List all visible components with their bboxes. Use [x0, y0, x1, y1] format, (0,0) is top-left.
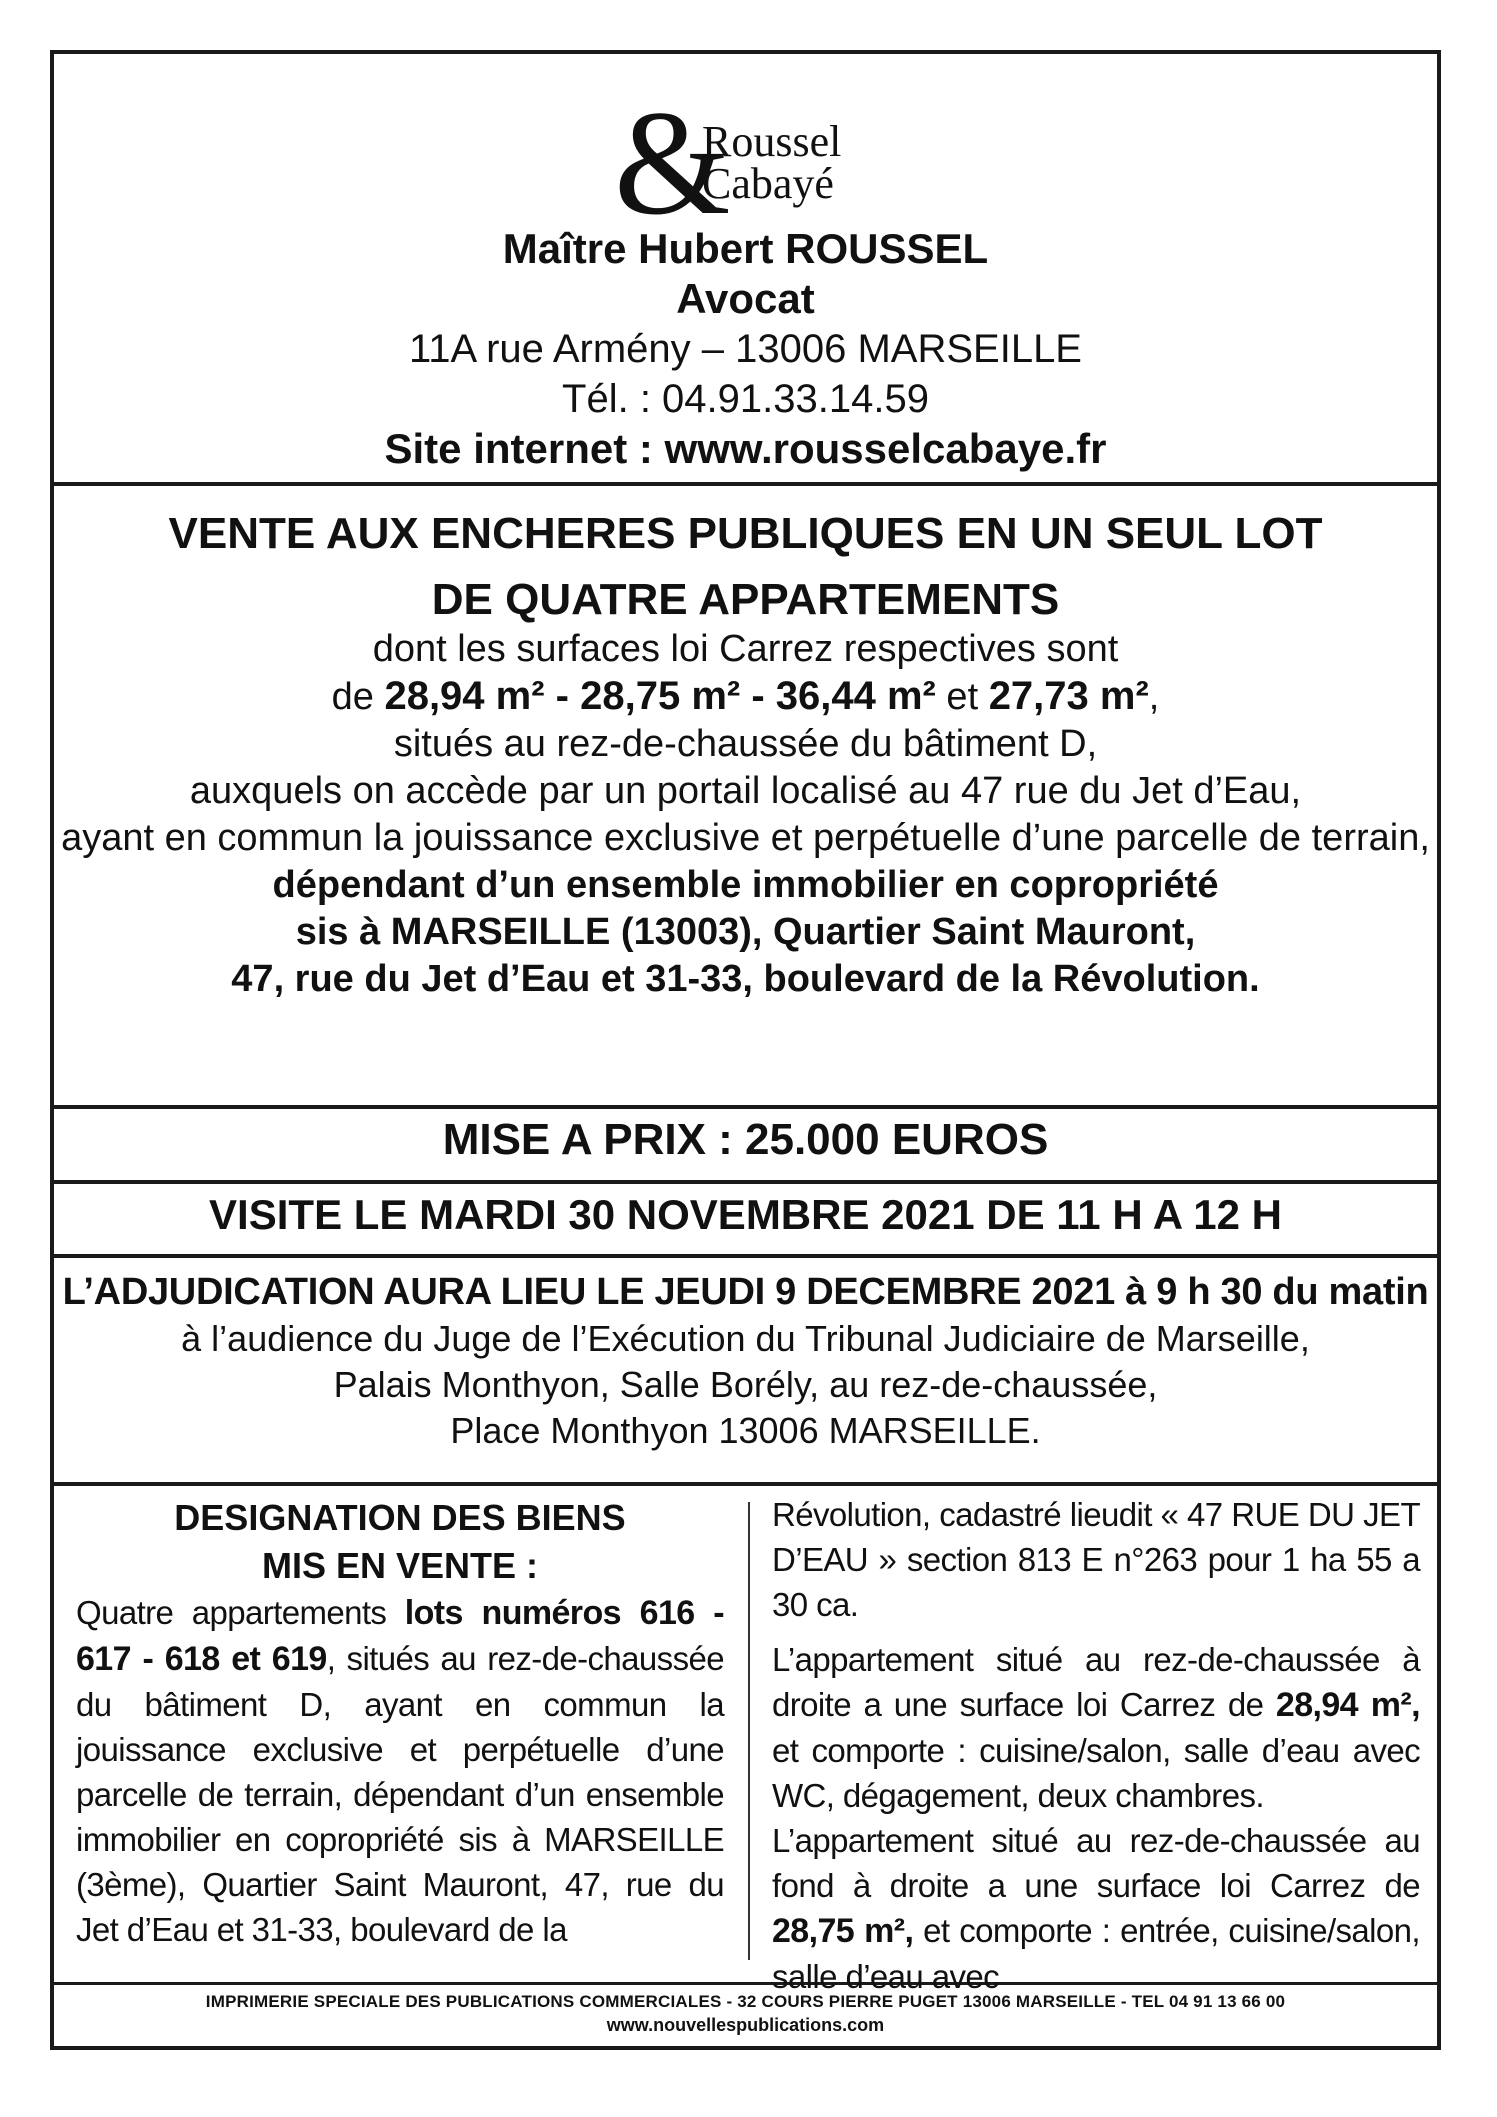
footer-printer-line: IMPRIMERIE SPECIALE DES PUBLICATIONS COMMERCIALES - 32 COURS PIERRE PUGET 13006 MARSEILLE - TEL 04 91 13 66 00 — [205, 1992, 1286, 2011]
adjudication-line-2: Palais Monthyon, Salle Borély, au rez-de-chaussée, — [333, 1364, 1158, 1405]
sale-title-2: DE QUATRE APPARTEMENTS — [431, 575, 1060, 624]
sale-line-8: 47, rue du Jet d’Eau et 31-33, boulevard de la Révolution. — [231, 958, 1260, 1000]
adjudication-info — [54, 1254, 1437, 1486]
sale-title-1: VENTE AUX ENCHERES PUBLIQUES EN UN SEUL LOT — [168, 509, 1323, 558]
surface-4: 27,73 m² — [988, 674, 1149, 718]
sale-line-1: dont les surfaces loi Carrez respectives sont — [372, 628, 1119, 670]
surfaces-and: et — [935, 676, 989, 718]
lots-numbers: lots numéros 616 - 617 - 618 et 619 — [76, 1594, 725, 1678]
visite-date: VISITE LE MARDI 30 NOVEMBRE 2021 DE 11 H A 12 H — [54, 1180, 1437, 1258]
adjudication-line-3: Place Monthyon 13006 MARSEILLE. — [450, 1410, 1041, 1451]
right-paragraph-3 — [772, 1818, 1420, 1999]
right-paragraph-2 — [772, 1637, 1420, 1818]
designation-paragraph-left — [76, 1590, 724, 1952]
designation-title-2: MIS EN VENTE : — [261, 1545, 539, 1586]
right-p3-surface: 28,75 m², — [772, 1912, 914, 1950]
column-divider — [748, 1502, 750, 1960]
sale-description — [54, 482, 1437, 1109]
surface-2: 28,75 m² — [580, 674, 741, 718]
surfaces-prefix: de — [331, 676, 385, 718]
logo-ampersand: & — [614, 80, 731, 246]
lawyer-phone: Tél. : 04.91.33.14.59 — [562, 377, 929, 421]
lawyer-title: Avocat — [676, 275, 815, 322]
right-p3-c: et comporte : entrée, cuisine/salon, salle d’eau avec — [772, 1912, 1420, 1995]
designation-title-1: DESIGNATION DES BIENS — [174, 1497, 626, 1538]
printer-footer — [54, 1984, 1437, 2036]
sale-line-6: dépendant d’un ensemble immobilier en copropriété — [272, 864, 1219, 906]
adjudication-line-1: à l’audience du Juge de l’Exécution du Tribunal Judiciaire de Marseille, — [181, 1318, 1310, 1359]
sale-line-5: ayant en commun la jouissance exclusive et perpétuelle d’une parcelle de terrain, — [61, 817, 1430, 859]
left-p1-c: , situés au rez-de-chaussée du bâtiment D, ayant en commun la jouissance exclusive et perpétuelle d’une parcelle de terrain, dépendant d’un ensemble immobilier en copropriété sis à MARSEILLE (3ème), Quartier Saint Mauront, 47, rue du Jet d’Eau et 31-33, boulevard de la — [76, 1640, 724, 1948]
lawyer-header — [54, 54, 1437, 486]
lawyer-name: Maître Hubert ROUSSEL — [502, 225, 989, 272]
sale-line-3: situés au rez-de-chaussée du bâtiment D, — [393, 723, 1098, 765]
logo-line-1: Roussel — [702, 117, 842, 166]
surface-sep-2: - — [740, 674, 776, 718]
sale-line-7: sis à MARSEILLE (13003), Quartier Saint Mauront, — [295, 911, 1196, 953]
surface-1: 28,94 m² — [384, 674, 545, 718]
adjudication-title: L’ADJUDICATION AURA LIEU LE JEUDI 9 DECEMBRE 2021 à 9 h 30 du matin — [62, 1271, 1429, 1313]
designation-section — [54, 1482, 1437, 1995]
right-p2-a: L’appartement situé au rez-de-chaussée à droite a une surface loi Carrez de — [772, 1641, 1420, 1723]
logo-line-2: Cabayé — [702, 159, 834, 208]
surface-3: 36,44 m² — [775, 674, 936, 718]
left-p1-a: Quatre appartements — [76, 1594, 405, 1631]
sale-line-4: auxquels on accède par un portail localisé au 47 rue du Jet d’Eau, — [189, 770, 1302, 812]
surfaces-suffix: , — [1148, 676, 1160, 718]
legal-notice-frame — [50, 50, 1441, 2050]
roussel-cabaye-logo — [614, 80, 914, 246]
designation-left-column — [76, 1482, 724, 1952]
lawyer-website: Site internet : www.rousselcabaye.fr — [384, 425, 1107, 472]
mise-a-prix: MISE A PRIX : 25.000 EUROS — [54, 1105, 1437, 1184]
lawyer-address: 11A rue Armény – 13006 MARSEILLE — [409, 327, 1082, 371]
surface-sep-1: - — [544, 674, 581, 718]
right-paragraph-1: Révolution, cadastré lieudit « 47 RUE DU JET D’EAU » section 813 E n°263 pour 1 ha 55 a 30 ca. — [772, 1496, 1420, 1623]
right-p2-c: et comporte : cuisine/salon, salle d’eau avec WC, dégagement, deux chambres. — [772, 1732, 1420, 1814]
sale-surfaces — [54, 673, 1437, 721]
footer-website: www.nouvellespublications.com — [606, 2015, 885, 2035]
designation-right-column — [772, 1482, 1420, 1999]
right-p2-surface: 28,94 m², — [1275, 1686, 1420, 1724]
right-p3-a: L’appartement situé au rez-de-chaussée au fond à droite a une surface loi Carrez de — [772, 1822, 1420, 1904]
